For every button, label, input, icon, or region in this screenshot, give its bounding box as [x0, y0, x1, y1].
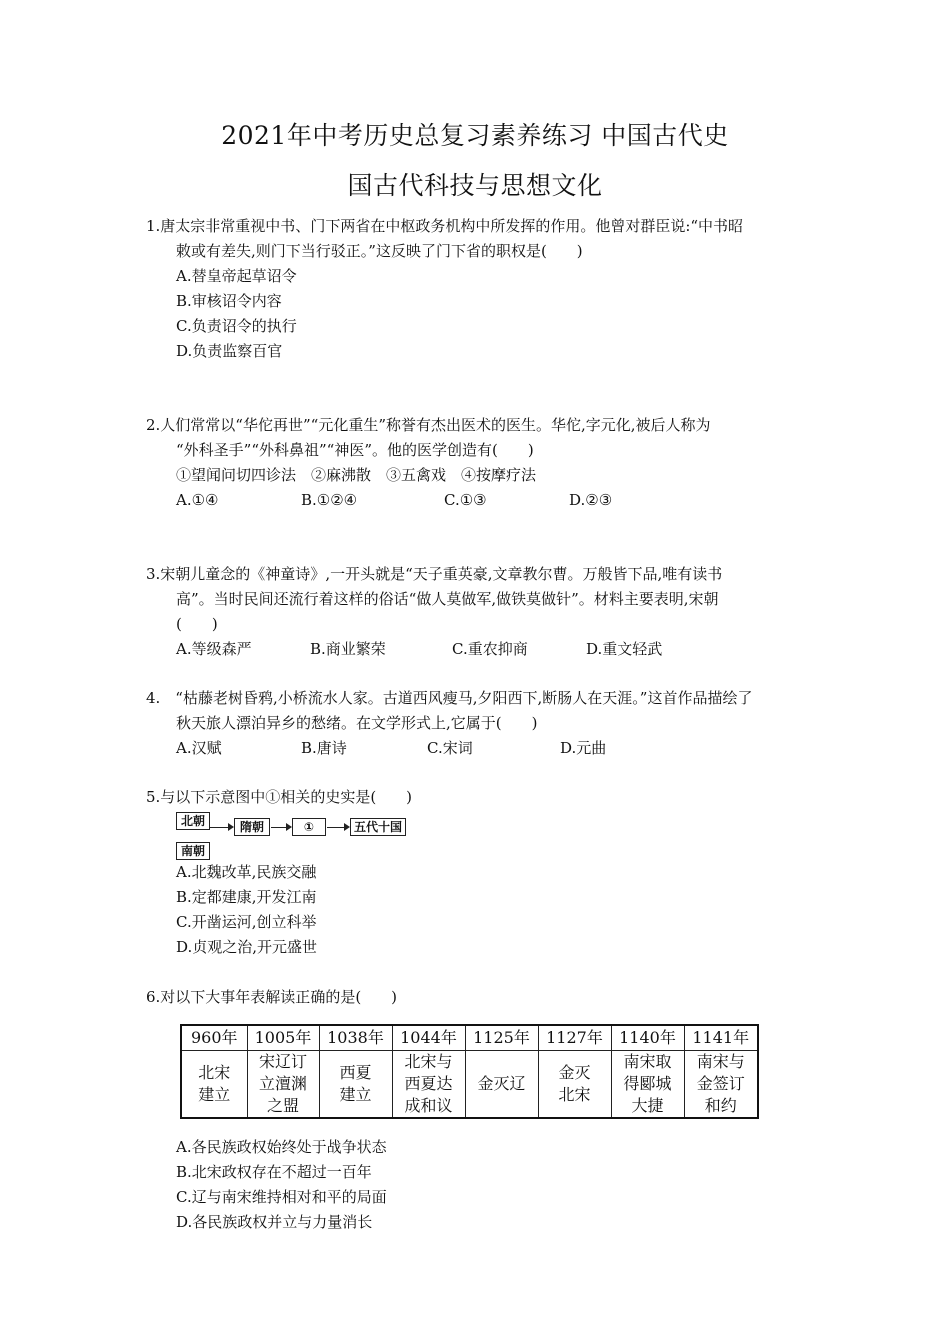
event-text: 金签订: [696, 1074, 745, 1093]
event-text: 建立: [339, 1085, 372, 1104]
diagram-arrow: [271, 827, 290, 828]
question-4: [146, 686, 846, 761]
question-5-options: [146, 860, 846, 960]
event-text: 大捷: [631, 1096, 664, 1115]
event-cell: [181, 1051, 247, 1119]
question-3-option-a: A.等级森严: [176, 640, 252, 658]
year-cell: 1038年: [319, 1025, 392, 1051]
question-5-option-a: A.北魏改革,民族交融: [176, 863, 317, 881]
question-6-option-b: B.北宋政权存在不超过一百年: [176, 1163, 372, 1181]
question-6-option-a: A.各民族政权始终处于战争状态: [176, 1138, 387, 1156]
question-3-stem-line1: 3.宋朝儿童念的《神童诗》,一开头就是“天子重英豪,文章教尔曹。万般皆下品,唯有读书: [146, 565, 723, 583]
diagram-box-unknown: ①: [292, 818, 326, 836]
question-6: [146, 985, 846, 1010]
event-text: 西夏达: [404, 1074, 453, 1093]
question-6-option-c: C.辽与南宋维持相对和平的局面: [176, 1188, 387, 1206]
year-cell: 1005年: [247, 1025, 319, 1051]
question-2-stem-line1: 2.人们常常以“华佗再世”“元化重生”称誉有杰出医术的医生。华佗,字元化,被后人称为: [146, 416, 711, 434]
event-cell: [611, 1051, 684, 1119]
event-cell: [465, 1051, 538, 1119]
year-cell: 1044年: [392, 1025, 465, 1051]
document-subtitle: 国古代科技与思想文化: [347, 171, 603, 200]
table-row: [181, 1051, 758, 1119]
question-3-option-c: C.重农抑商: [452, 640, 528, 658]
question-1-option-d: D.负责监察百官: [176, 342, 283, 360]
question-2-stem-line2: “外科圣手”“外科鼻祖”“神医”。他的医学创造有( ): [176, 441, 534, 459]
document-title: 2021年中考历史总复习素养练习 中国古代史: [221, 121, 729, 150]
question-5: [146, 785, 846, 810]
question-1-stem-line2: 敕或有差失,则门下当行驳正。”这反映了门下省的职权是( ): [176, 242, 583, 260]
question-1-option-b: B.审核诏令内容: [176, 292, 282, 310]
year-cell: 1127年: [538, 1025, 611, 1051]
question-3-stem-line3: ( ): [176, 615, 218, 633]
question-4-stem-line2: 秋天旅人漂泊异乡的愁绪。在文学形式上,它属于( ): [176, 714, 538, 732]
question-3-options: [146, 637, 846, 662]
year-cell: 1140年: [611, 1025, 684, 1051]
year-cell: 1141年: [684, 1025, 758, 1051]
event-text: 立澶渊: [258, 1074, 307, 1093]
question-1-option-a: A.替皇帝起草诏令: [176, 267, 297, 285]
question-5-option-c: C.开凿运河,创立科举: [176, 913, 317, 931]
event-cell: [247, 1051, 319, 1119]
event-text: 和约: [704, 1096, 737, 1115]
question-4-stem-line1: 4. “枯藤老树昏鸦,小桥流水人家。古道西风瘦马,夕阳西下,断肠人在天涯。”这首作品描绘了: [146, 689, 753, 707]
question-1: [146, 214, 846, 364]
question-1-stem-line1: 1.唐太宗非常重视中书、门下两省在中枢政务机构中所发挥的作用。他曾对群臣说:“中书昭: [146, 217, 744, 235]
event-text: 南宋取: [623, 1052, 672, 1071]
question-2: [146, 413, 846, 513]
question-2-option-b: B.①②④: [301, 491, 358, 509]
question-3-option-b: B.商业繁荣: [310, 640, 386, 658]
question-2-choices-line: ①望闻问切四诊法 ②麻沸散 ③五禽戏 ④按摩疗法: [176, 466, 537, 484]
question-4-option-a: A.汉赋: [176, 739, 222, 757]
question-6-option-d: D.各民族政权并立与力量消长: [176, 1213, 373, 1231]
event-cell: [538, 1051, 611, 1119]
table-row: [181, 1025, 758, 1051]
diagram-box-five-dynasties: 五代十国: [350, 818, 406, 836]
question-2-option-d: D.②③: [569, 491, 613, 509]
event-cell: [684, 1051, 758, 1119]
event-cell: [319, 1051, 392, 1119]
question-6-options: [146, 1135, 846, 1235]
event-text: 北宋: [558, 1085, 591, 1104]
question-5-option-d: D.贞观之治,开元盛世: [176, 938, 318, 956]
diagram-arrow: [210, 827, 232, 828]
question-2-option-c: C.①③: [444, 491, 487, 509]
year-cell: 960年: [181, 1025, 247, 1051]
question-3-stem-line2: 高”。当时民间还流行着这样的俗话“做人莫做军,做铁莫做针”。材料主要表明,宋朝: [176, 590, 719, 608]
event-text: 北宋与: [404, 1052, 453, 1071]
diagram-box-south: 南朝: [176, 842, 210, 860]
event-text: 北宋: [198, 1063, 231, 1082]
event-text: 得郾城: [623, 1074, 672, 1093]
question-5-stem: 5.与以下示意图中①相关的史实是( ): [146, 788, 413, 806]
question-4-option-c: C.宋词: [427, 739, 473, 757]
diagram-box-sui: 隋朝: [234, 818, 270, 836]
event-text: 西夏: [339, 1063, 372, 1082]
question-4-options: [146, 736, 846, 761]
question-2-options: [146, 488, 846, 513]
diagram-arrow: [327, 827, 348, 828]
question-6-stem: 6.对以下大事年表解读正确的是( ): [146, 988, 398, 1006]
event-text: 成和议: [404, 1096, 453, 1115]
chronology-table: [180, 1024, 759, 1119]
event-text: 南宋与: [696, 1052, 745, 1071]
question-5-option-b: B.定都建康,开发江南: [176, 888, 317, 906]
event-text: 之盟: [266, 1096, 299, 1115]
event-text: 宋辽订: [258, 1052, 307, 1071]
question-1-option-c: C.负责诏令的执行: [176, 317, 297, 335]
question-4-option-b: B.唐诗: [301, 739, 347, 757]
event-text: 建立: [198, 1085, 231, 1104]
event-text: 金灭: [558, 1063, 591, 1082]
question-3-option-d: D.重文轻武: [586, 640, 663, 658]
year-cell: 1125年: [465, 1025, 538, 1051]
question-2-option-a: A.①④: [176, 491, 219, 509]
question-3: [146, 562, 846, 662]
event-text: 金灭辽: [477, 1074, 526, 1093]
question-4-option-d: D.元曲: [560, 739, 607, 757]
event-cell: [392, 1051, 465, 1119]
diagram-box-north: 北朝: [176, 812, 210, 830]
